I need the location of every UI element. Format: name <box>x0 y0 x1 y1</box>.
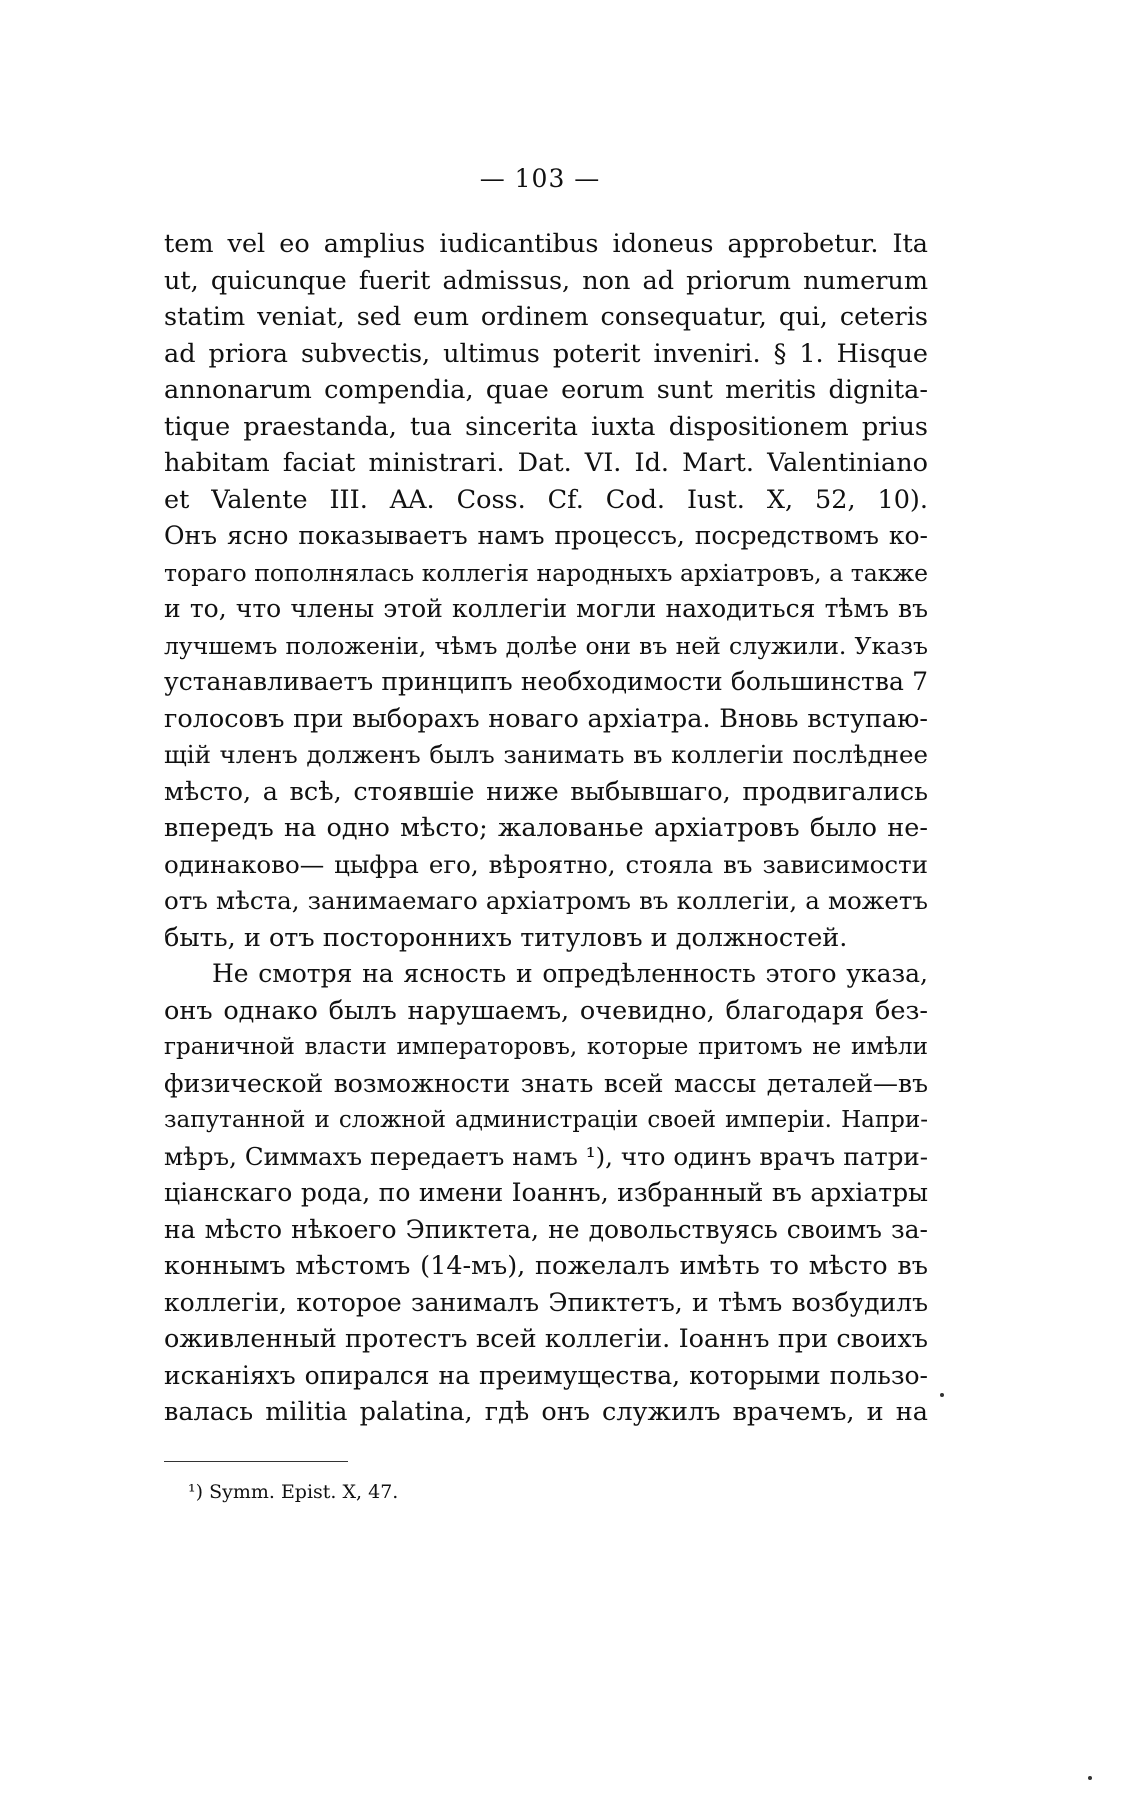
body-text <box>164 226 928 1431</box>
text-line: одинаково— цыфра его, вѣроятно, стояла въ зависимости <box>164 849 928 879</box>
text-line: мѣсто, а всѣ, стоявшіе ниже выбывшаго, продвигались <box>164 776 928 807</box>
text-line: annonarum compendia, quae eorum sunt meritis dignita- <box>164 375 928 405</box>
text-line: Онъ ясно показываетъ намъ процессъ, посредствомъ ко- <box>164 521 928 550</box>
text-line: тораго пополнялась коллегія народныхъ архіатровъ, а также <box>164 558 928 587</box>
text-line: лучшемъ положеніи, чѣмъ долѣе они въ ней служили. Указъ <box>164 631 928 660</box>
text-line: statim veniat, sed eum ordinem consequatur, qui, ceteris <box>164 302 928 332</box>
text-line: быть, и отъ постороннихъ титуловъ и должностей. <box>164 922 848 953</box>
footnote-text: Symm. Epist. X, 47. <box>209 1481 399 1503</box>
text-line: habitam faciat ministrari. Dat. VI. Id. Mart. Valentiniano <box>164 448 928 478</box>
footnote-marker: ¹) <box>188 1481 204 1503</box>
text-line: валась militia palatina, гдѣ онъ служилъ врачемъ, и на <box>164 1397 928 1427</box>
text-line: исканіяхъ опирался на преимущества, которыми пользо- <box>164 1360 928 1390</box>
text-line: ut, quicunque fuerit admissus, non ad priorum numerum <box>164 265 928 296</box>
text-line: устанавливаетъ принципъ необходимости большинства 7 <box>164 667 928 696</box>
text-line: коллегіи, которое занималъ Эпиктетъ, и тѣмъ возбудилъ <box>164 1287 928 1317</box>
text-line: ad priora subvectis, ultimus poterit inveniri. § 1. Hisque <box>164 338 928 369</box>
footnote-rule <box>164 1461 348 1462</box>
text-line: и то, что члены этой коллегіи могли находиться тѣмъ въ <box>164 594 928 623</box>
text-line: коннымъ мѣстомъ (14-мъ), пожелалъ имѣть то мѣсто въ <box>164 1251 928 1281</box>
text-line: tique praestanda, tua sincerita iuxta dispositionem prius <box>164 411 928 442</box>
text-line: ціанскаго рода, по имени Іоаннъ, избранный въ архіатры <box>164 1178 928 1207</box>
scan-speck <box>940 1393 944 1397</box>
text-line: физической возможности знать всей массы деталей—въ <box>164 1068 928 1098</box>
text-line: Не смотря на ясность и опредѣленность этого указа, <box>212 959 928 988</box>
text-line: отъ мѣста, занимаемаго архіатромъ въ коллегіи, а можетъ <box>164 886 928 915</box>
text-line: запутанной и сложной администраціи своей имперіи. Напри- <box>164 1107 928 1133</box>
text-line: онъ однако былъ нарушаемъ, очевидно, благодаря без- <box>164 995 928 1026</box>
text-line: на мѣсто нѣкоего Эпиктета, не довольствуясь своимъ за- <box>164 1214 928 1244</box>
scan-speck <box>1088 1776 1092 1780</box>
text-line: tem vel eo amplius iudicantibus idoneus approbetur. Ita <box>164 229 928 259</box>
text-line: оживленный протестъ всей коллегіи. Іоаннъ при своихъ <box>164 1324 928 1354</box>
text-line: мѣръ, Симмахъ передаетъ намъ ¹), что одинъ врачъ патри- <box>164 1141 928 1171</box>
footnote <box>188 1480 398 1504</box>
page-number: — 103 — <box>479 164 601 193</box>
text-line: et Valente III. AA. Coss. Cf. Cod. Iust. X, 52, 10). <box>164 484 928 515</box>
text-line: впередъ на одно мѣсто; жалованье архіатровъ было не- <box>164 813 928 843</box>
text-line: щій членъ долженъ былъ занимать въ коллегіи послѣднее <box>164 740 928 769</box>
text-line: голосовъ при выборахъ новаго архіатра. Вновь вступаю- <box>164 703 928 734</box>
text-line: граничной власти императоровъ, которые притомъ не имѣли <box>164 1034 928 1060</box>
